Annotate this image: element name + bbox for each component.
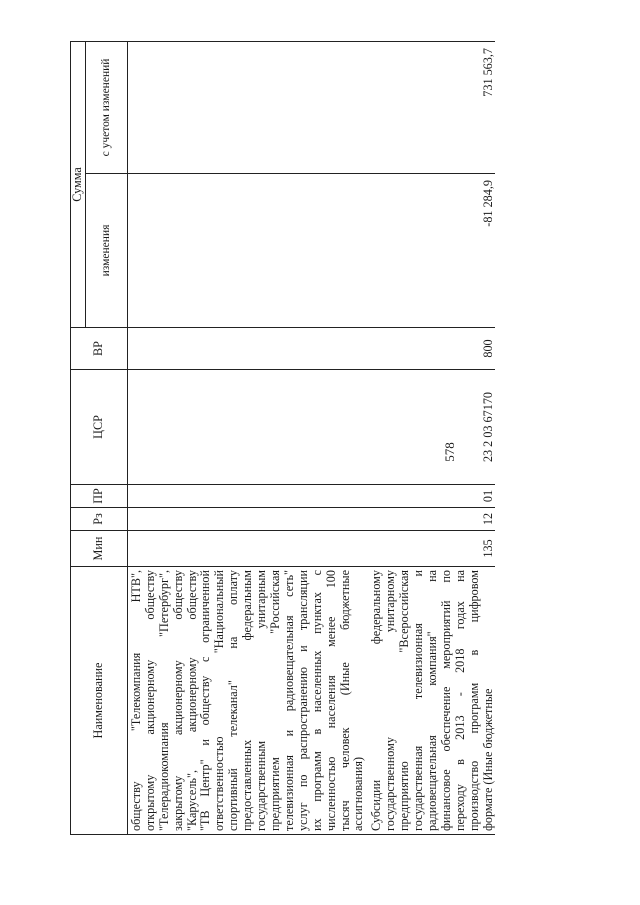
name-line: их программ в населенных пунктах с bbox=[309, 570, 324, 831]
row-name-text bbox=[370, 570, 495, 831]
cell-rz: 12 bbox=[366, 508, 495, 531]
cell-pr bbox=[127, 485, 366, 508]
cell-pr: 01 bbox=[366, 485, 495, 508]
cell-with-changes bbox=[127, 41, 366, 173]
name-line: обществу "Телекомпания НТВ", bbox=[128, 570, 143, 831]
name-line: государственным унитарным bbox=[254, 570, 269, 831]
header-pr: ПР bbox=[71, 485, 128, 508]
name-line: формате (Иные бюджетные bbox=[480, 688, 495, 831]
cell-vr bbox=[127, 328, 366, 370]
cell-csr: 23 2 03 67170 bbox=[366, 370, 495, 485]
name-line: Субсидии федеральному bbox=[369, 570, 384, 831]
header-rz: Рз bbox=[71, 508, 128, 531]
name-line: спортивный телеканал" на оплату bbox=[226, 570, 241, 831]
header-name: Наименование bbox=[71, 567, 128, 835]
header-vr: ВР bbox=[71, 328, 128, 370]
header-sum: Сумма bbox=[71, 41, 86, 327]
name-line: "Карусель", акционерному обществу bbox=[184, 570, 199, 831]
page-number: 578 bbox=[442, 442, 457, 462]
table-row bbox=[366, 41, 495, 834]
name-line: финансовое обеспечение мероприятий по bbox=[438, 570, 453, 831]
name-line: переходу в 2013 - 2018 годах на bbox=[452, 570, 467, 831]
name-line: предприятием "Российская bbox=[267, 570, 282, 831]
name-line: предоставленных федеральным bbox=[240, 570, 255, 831]
row-name-cell bbox=[127, 567, 366, 835]
header-min: Мин bbox=[71, 531, 128, 567]
name-line: тысяч человек (Иные бюджетные bbox=[337, 570, 352, 831]
table-header bbox=[71, 41, 128, 834]
name-line: предприятию "Всероссийская bbox=[397, 570, 412, 831]
name-line: "ТВ Центр" и обществу с ограниченной bbox=[198, 570, 213, 831]
name-line: радиовещательная компания" на bbox=[424, 570, 439, 831]
cell-vr: 800 bbox=[366, 328, 495, 370]
rotated-budget-table bbox=[70, 42, 620, 835]
header-changes: изменения bbox=[85, 174, 127, 328]
cell-changes bbox=[127, 174, 366, 328]
cell-csr bbox=[127, 370, 366, 485]
name-line: телевизионная и радиовещательная сеть" bbox=[281, 570, 296, 831]
name-line: открытому акционерному обществу bbox=[142, 570, 157, 831]
cell-changes: -81 284,9 bbox=[366, 174, 495, 328]
budget-table bbox=[70, 41, 495, 835]
name-line: ответственностью "Национальный bbox=[212, 570, 227, 831]
name-line: "Телерадиокомпания "Петербург", bbox=[156, 570, 171, 831]
name-line: численностью населения менее 100 bbox=[323, 570, 338, 831]
cell-with-changes: 731 563,7 bbox=[366, 41, 495, 173]
cell-min bbox=[127, 531, 366, 567]
name-line: ассигнования) bbox=[351, 756, 366, 831]
header-with-changes: с учетом изменений bbox=[85, 41, 127, 173]
cell-rz bbox=[127, 508, 366, 531]
name-line: услуг по распространению и трансляции bbox=[295, 570, 310, 831]
cell-min: 135 bbox=[366, 531, 495, 567]
name-line: государственному унитарному bbox=[383, 570, 398, 831]
name-line: закрытому акционерному обществу bbox=[170, 570, 185, 831]
row-name-text bbox=[130, 570, 366, 831]
row-name-cell bbox=[366, 567, 495, 835]
table-row bbox=[127, 41, 366, 834]
name-line: производство программ в цифровом bbox=[466, 570, 481, 831]
name-line: государственная телевизионная и bbox=[411, 570, 426, 831]
header-csr: ЦСР bbox=[71, 370, 128, 485]
